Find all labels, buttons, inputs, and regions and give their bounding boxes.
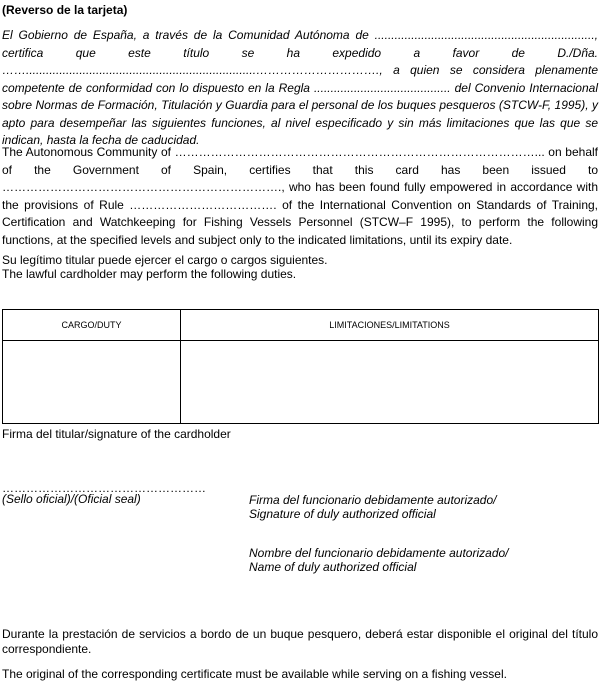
certification-paragraph-en: The Autonomous Community of ………………………………………………………………………………... on behalf of the Government of Spain, certifies that this card has been issued to ……………………………………………………………., who has been found fully empowered in accordance with the provisions of Rule ………………………………. of the International Convention on Standards of Training, Certification and Watchkeeping for Fishing Vessels Personnel (STCW–F 1995), to perform the following functions, at the specified levels and subject only to the indicated limitations, until its expiry date. <box>2 145 598 247</box>
original-certificate-note-es: Durante la prestación de servicios a bordo de un buque pesquero, deberá estar disponible el original del título correspondiente. <box>2 627 598 656</box>
original-certificate-note-en: The original of the corresponding certificate must be available while serving on a fishing vessel. <box>2 667 507 681</box>
limitations-cell <box>181 341 599 424</box>
duties-table-row <box>3 341 599 424</box>
official-name-label-es: Nombre del funcionario debidamente autorizado/ <box>249 546 509 560</box>
limitations-column-header: LIMITACIONES/LIMITATIONS <box>181 310 599 341</box>
seal-dotted-line: …………………………………………… <box>2 481 206 495</box>
holder-duties-es: Su legítimo titular puede ejercer el cargo o cargos siguientes. <box>2 253 328 267</box>
cardholder-signature-label: Firma del titular/signature of the cardholder <box>2 427 231 441</box>
duty-column-header: CARGO/DUTY <box>3 310 181 341</box>
card-reverse-title: (Reverso de la tarjeta) <box>2 3 128 17</box>
official-signature-label-es: Firma del funcionario debidamente autorizado/ <box>249 493 497 507</box>
duty-cell <box>3 341 181 424</box>
holder-duties-en: The lawful cardholder may perform the following duties. <box>2 267 297 281</box>
official-seal-label: (Sello oficial)/(Oficial seal) <box>2 492 141 506</box>
official-signature-label-en: Signature of duly authorized official <box>249 507 436 521</box>
duties-table-header-row <box>3 310 599 341</box>
certification-paragraph-es: El Gobierno de España, a través de la Comunidad Autónoma de .................................................................., certifica que este título se ha expedido a favor de D./Dña. …….....................................................................…………………………., a quien se considera plenamente competente de conformidad con lo dispuesto en la Regla ......................................... del Convenio Internacional sobre Normas de Formación, Titulación y Guardia para el personal de los buques pesqueros (STCW-F, 1995), y apto para desempeñar las siguientes funciones, al nivel especificado y sin más limitaciones que las que se indican, hasta la fecha de caducidad. <box>2 28 598 147</box>
duties-table <box>2 309 599 424</box>
official-name-label-en: Name of duly authorized official <box>249 560 417 574</box>
